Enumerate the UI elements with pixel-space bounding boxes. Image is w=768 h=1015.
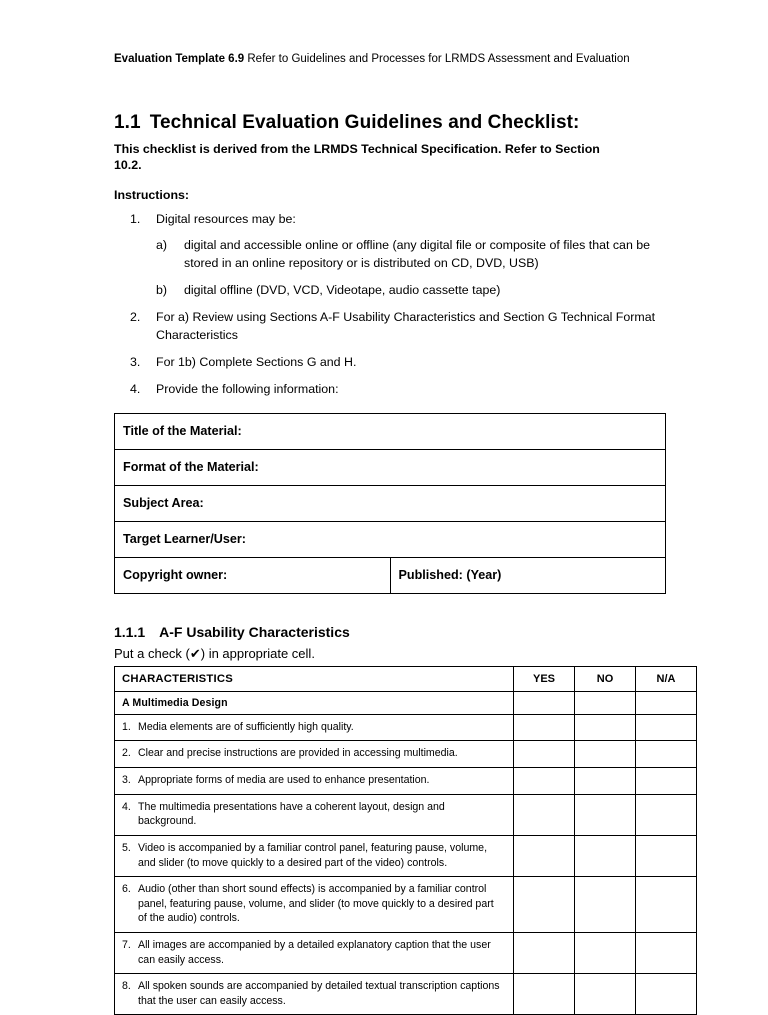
table-row [115,741,697,768]
checkbox-cell-no[interactable] [575,974,636,1015]
checkbox-cell-no[interactable] [575,741,636,768]
checklist-item [115,974,514,1015]
table-row [115,449,666,485]
material-title-label[interactable]: Title of the Material: [115,413,666,449]
list-item [156,282,666,300]
checkbox-cell-yes[interactable] [514,741,575,768]
list-item-marker: b) [156,282,168,297]
checkbox-cell-yes[interactable] [514,835,575,876]
checklist-item-number: 3. [122,774,131,787]
list-item-marker: 4. [130,381,141,396]
subsection-title-text: A-F Usability Characteristics [159,623,350,640]
checklist-item-number: 1. [122,720,131,733]
checklist-item-text: Appropriate forms of media are used to enhance presentation. [138,774,430,787]
section-number: 1.1 [114,111,141,133]
checklist-item [115,714,514,741]
list-item-text: digital and accessible online or offline (any digital file or composite of files that can be stored in an online repository or is distributed on CD, DVD, USB) [184,237,651,270]
table-row [115,485,666,521]
checkbox-cell-yes[interactable] [514,714,575,741]
published-year-label[interactable]: Published: (Year) [390,557,666,593]
checkbox-cell-yes[interactable] [514,691,575,714]
checklist-item-number: 5. [122,841,131,854]
checkbox-cell-yes[interactable] [514,768,575,795]
checklist-item-text: All images are accompanied by a detailed explanatory caption that the user can easily access. [138,938,491,966]
checkbox-cell-no[interactable] [575,691,636,714]
table-row [115,835,697,876]
table-row [115,557,666,593]
checkbox-cell-no[interactable] [575,714,636,741]
list-item-marker: 2. [130,309,141,324]
checklist-item [115,794,514,835]
list-item-marker: 1. [130,211,141,226]
checkbox-cell-na[interactable] [636,794,697,835]
checkbox-cell-no[interactable] [575,835,636,876]
subsection-number: 1.1.1 [114,623,146,640]
checkbox-cell-yes[interactable] [514,932,575,973]
list-item-marker: 3. [130,354,141,369]
checklist-item-text: Video is accompanied by a familiar control panel, featuring pause, volume, and slider (to move quickly to a desired part of the video) controls. [138,841,488,869]
checkbox-cell-yes[interactable] [514,974,575,1015]
instructions-list [114,211,666,399]
checklist-item-number: 2. [122,747,131,760]
section-subtitle: This checklist is derived from the LRMDS Technical Specification. Refer to Section 10.2. [114,141,600,173]
page-title [114,112,666,134]
table-row [115,413,666,449]
list-item-marker: a) [156,237,168,252]
checkbox-cell-no[interactable] [575,877,636,933]
copyright-owner-label[interactable]: Copyright owner: [115,557,391,593]
subsection-title [114,624,666,640]
table-row [115,521,666,557]
checkbox-cell-na[interactable] [636,835,697,876]
table-row [115,932,697,973]
table-row-group-header [115,691,697,714]
checklist-item [115,741,514,768]
checklist-item [115,932,514,973]
instructions-sub-list [156,237,666,300]
material-format-label[interactable]: Format of the Material: [115,449,666,485]
table-row [115,714,697,741]
checkbox-cell-na[interactable] [636,932,697,973]
checkbox-cell-na[interactable] [636,741,697,768]
table-header-row [115,666,697,691]
checklist-item [115,768,514,795]
checklist-item-text: All spoken sounds are accompanied by detailed textual transcription captions that the user can easily access. [138,980,500,1007]
checklist-group-label: A Multimedia Design [115,691,514,714]
list-item-text: Provide the following information: [156,381,339,396]
checkbox-cell-na[interactable] [636,714,697,741]
list-item-text: For a) Review using Sections A-F Usability Characteristics and Section G Technical Format Characteristics [156,309,656,342]
checklist-item-text: Media elements are of sufficiently high quality. [138,720,354,733]
header-reference-text: Refer to Guidelines and Processes for LRMDS Assessment and Evaluation [244,53,630,65]
column-header-no: NO [575,666,636,691]
list-item [114,381,666,399]
checklist-item-text: The multimedia presentations have a coherent layout, design and background. [138,800,445,828]
checkbox-cell-na[interactable] [636,974,697,1015]
checklist-item-number: 8. [122,980,131,993]
checklist-item [115,877,514,933]
column-header-characteristics: CHARACTERISTICS [115,666,514,691]
checklist-item-number: 4. [122,800,131,813]
checkbox-cell-na[interactable] [636,877,697,933]
checkbox-cell-na[interactable] [636,768,697,795]
document-content [114,52,676,1015]
table-row [115,794,697,835]
checklist-item-text: Clear and precise instructions are provided in accessing multimedia. [138,747,458,760]
table-row [115,768,697,795]
list-item-text: For 1b) Complete Sections G and H. [156,354,357,369]
list-item [156,237,666,273]
checkbox-cell-yes[interactable] [514,877,575,933]
column-header-na: N/A [636,666,697,691]
checkbox-cell-yes[interactable] [514,794,575,835]
checkbox-cell-no[interactable] [575,768,636,795]
usability-checklist-table [114,666,697,1015]
checkbox-cell-na[interactable] [636,691,697,714]
list-item [114,211,666,300]
checkbox-cell-no[interactable] [575,932,636,973]
instructions-label: Instructions: [114,187,190,202]
table-row [115,877,697,933]
list-item-text: Digital resources may be: [156,211,296,226]
list-item-text: digital offline (DVD, VCD, Videotape, audio cassette tape) [184,282,501,297]
checklist-item-number: 6. [122,883,131,896]
target-learner-label[interactable]: Target Learner/User: [115,521,666,557]
checklist-item-number: 7. [122,938,131,951]
list-item [114,309,666,345]
table-row [115,974,697,1015]
section-title-text: Technical Evaluation Guidelines and Checklist: [149,111,580,133]
header-template-id: Evaluation Template 6.9 [114,53,245,65]
checklist-instruction: Put a check (✔) in appropriate cell. [114,645,315,661]
document-header [114,52,666,68]
list-item [114,354,666,372]
checkbox-cell-no[interactable] [575,794,636,835]
material-info-table [114,413,666,594]
subject-area-label[interactable]: Subject Area: [115,485,666,521]
checklist-item [115,835,514,876]
column-header-yes: YES [514,666,575,691]
checklist-item-text: Audio (other than short sound effects) is accompanied by a familiar control panel, featuring pause, volume, and slider (to move quickly to a desired part of the audio) controls. [138,883,494,925]
